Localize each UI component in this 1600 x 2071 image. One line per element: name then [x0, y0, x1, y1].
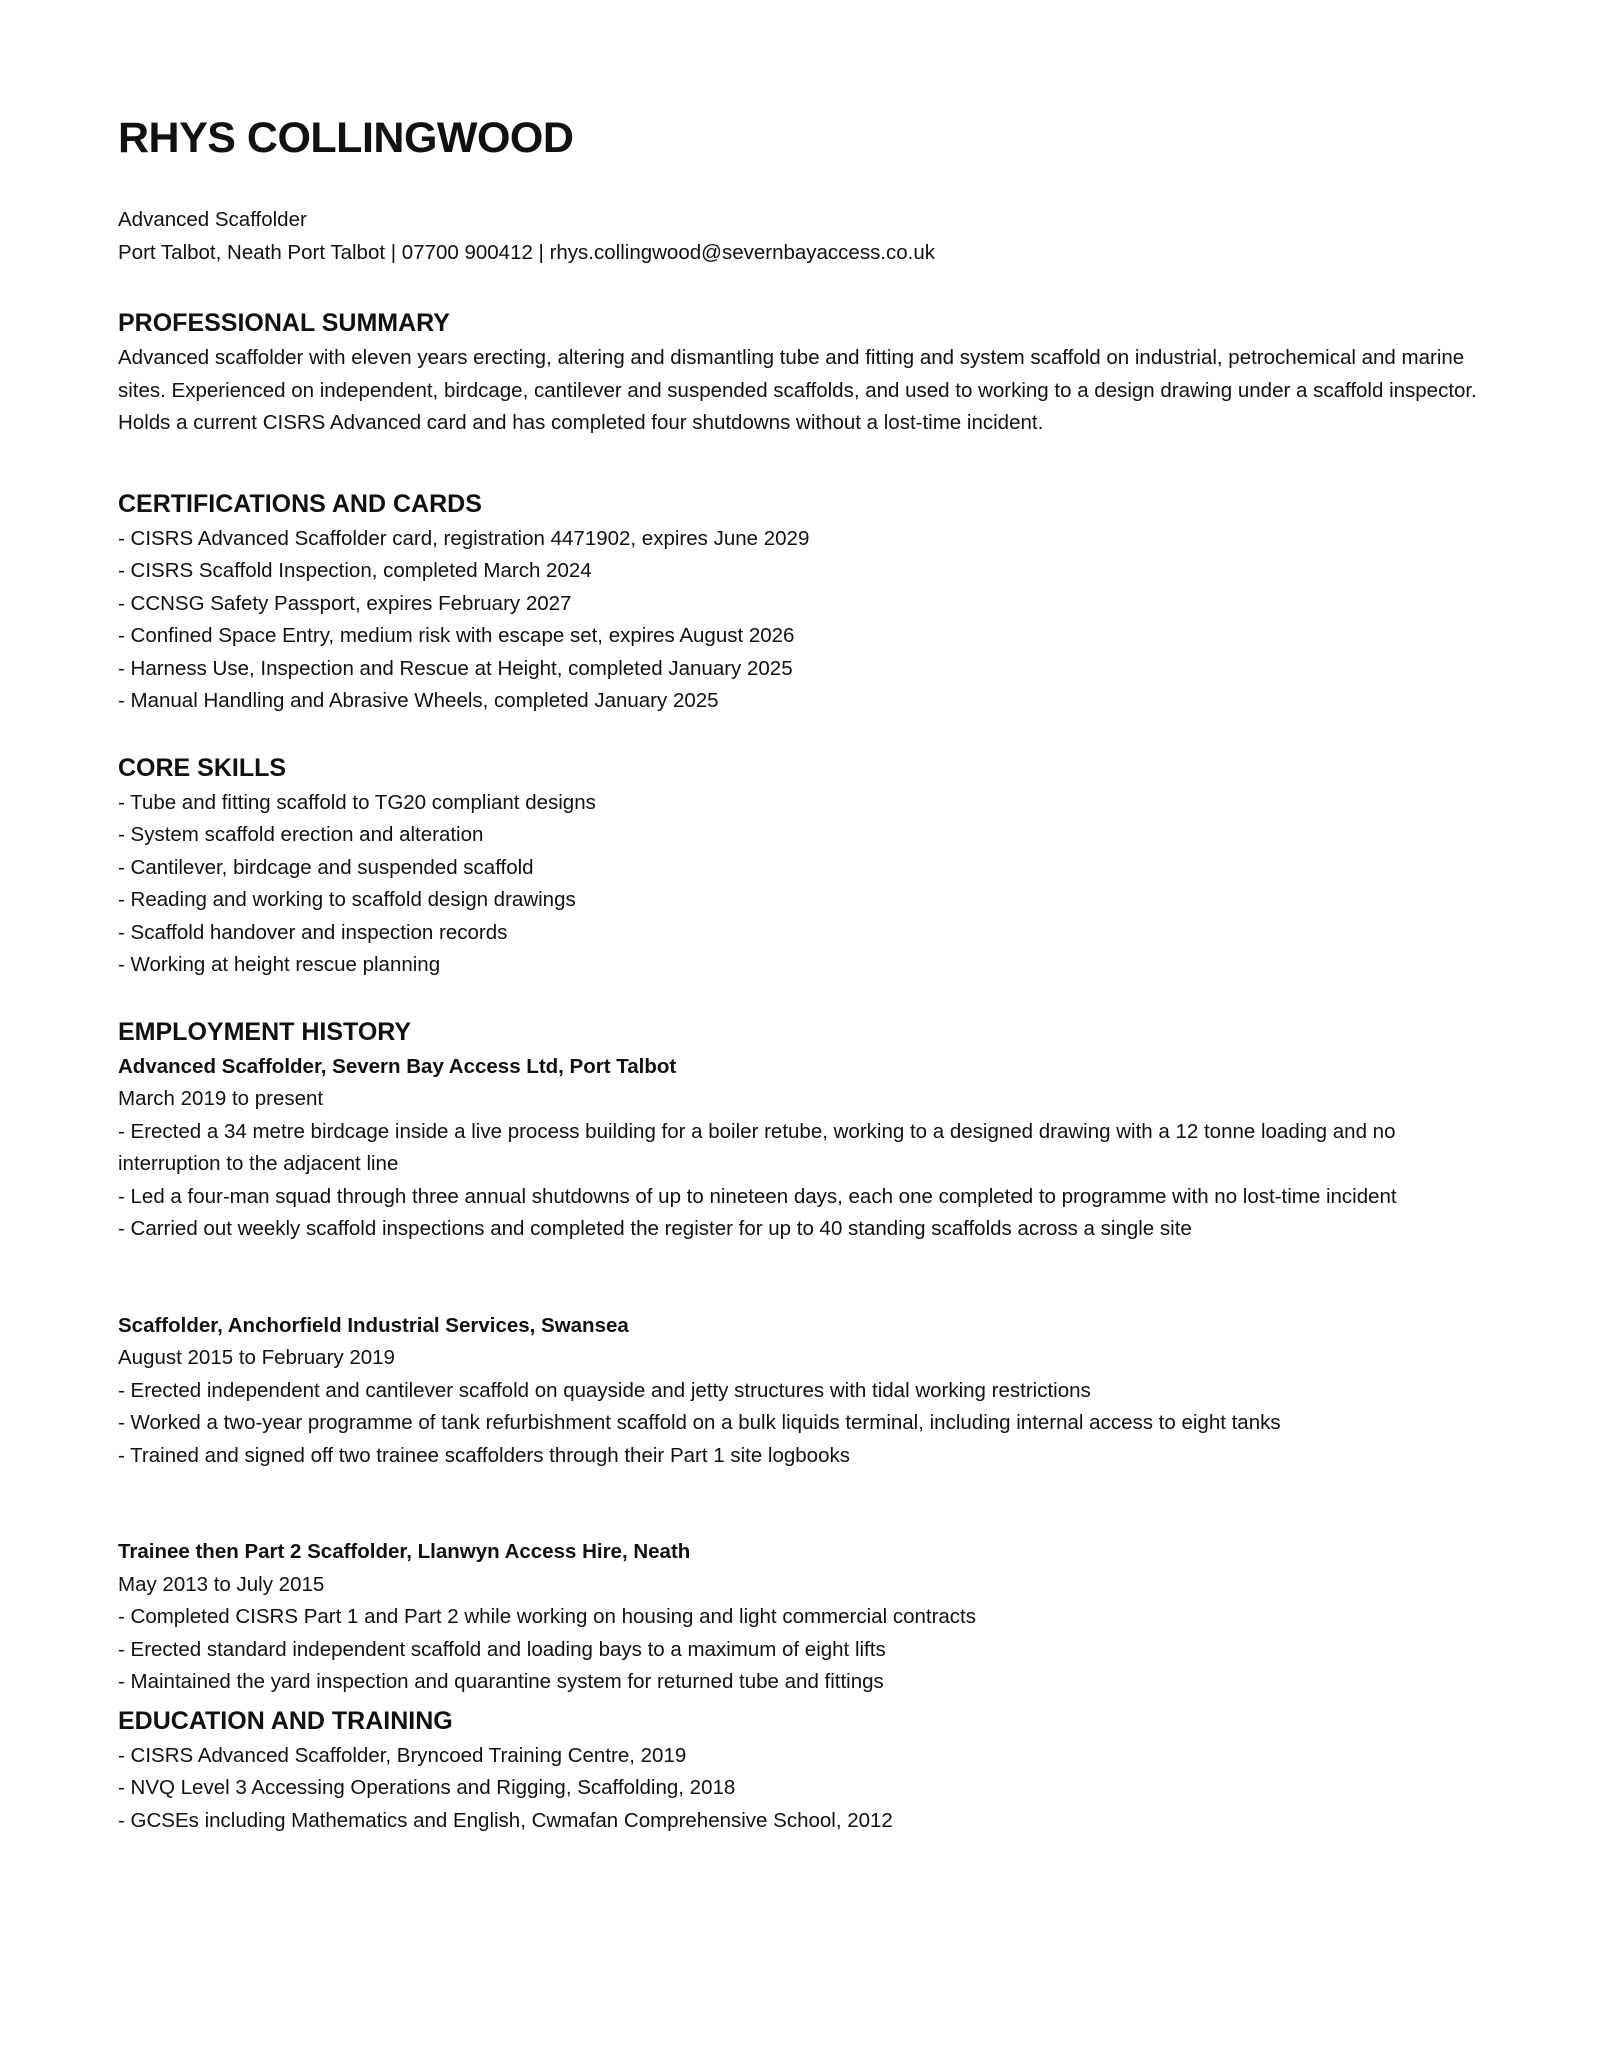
- job-title: Advanced Scaffolder, Severn Bay Access Ltd, Port Talbot: [118, 1054, 677, 1078]
- summary-section: [118, 307, 1488, 440]
- certifications-section: [118, 488, 1488, 718]
- employment-section: [118, 1016, 1488, 1699]
- resume-page: [118, 112, 1488, 1837]
- list-item: - Completed CISRS Part 1 and Part 2 while working on housing and light commercial contracts: [118, 1605, 976, 1628]
- list-item: - Erected independent and cantilever scaffold on quayside and jetty structures with tidal working restrictions: [118, 1378, 1091, 1402]
- job-dates: May 2013 to July 2015: [118, 1572, 325, 1596]
- job-entry: [118, 1536, 1488, 1699]
- candidate-name: RHYS COLLINGWOOD: [118, 114, 574, 162]
- education-section: [118, 1705, 1488, 1838]
- list-item: - Reading and working to scaffold design drawings: [118, 888, 576, 911]
- list-item: - Erected a 34 metre birdcage inside a live process building for a boiler retube, working to a designed drawing with a 12 tonne loading and no interruption to the adjacent line: [118, 1119, 1396, 1175]
- list-item: - Cantilever, birdcage and suspended scaffold: [118, 855, 534, 879]
- list-item: - Scaffold handover and inspection records: [118, 920, 508, 944]
- job-dates: March 2019 to present: [118, 1087, 324, 1110]
- job-bullets: [118, 1116, 1488, 1246]
- summary-heading: PROFESSIONAL SUMMARY: [118, 309, 450, 337]
- list-item: - Carried out weekly scaffold inspections and completed the register for up to 40 standing scaffolds across a single site: [118, 1217, 1192, 1240]
- list-item: - Led a four-man squad through three annual shutdowns of up to nineteen days, each one completed to programme with no lost-time incident: [118, 1184, 1397, 1208]
- list-item: - Maintained the yard inspection and quarantine system for returned tube and fittings: [118, 1670, 884, 1693]
- contact-details: Port Talbot, Neath Port Talbot | 07700 900412 | rhys.collingwood@severnbayaccess.co.uk: [118, 240, 936, 264]
- list-item: - Tube and fitting scaffold to TG20 compliant designs: [118, 790, 596, 814]
- list-item: - Manual Handling and Abrasive Wheels, completed January 2025: [118, 689, 719, 712]
- list-item: - NVQ Level 3 Accessing Operations and Rigging, Scaffolding, 2018: [118, 1776, 736, 1799]
- list-item: - GCSEs including Mathematics and English, Cwmafan Comprehensive School, 2012: [118, 1808, 893, 1832]
- job-dates: August 2015 to February 2019: [118, 1346, 395, 1369]
- candidate-role: Advanced Scaffolder: [118, 208, 307, 231]
- list-item: - CCNSG Safety Passport, expires February 2027: [118, 591, 572, 615]
- education-heading: EDUCATION AND TRAINING: [118, 1706, 453, 1735]
- skills-list: [118, 787, 1488, 982]
- list-item: - Trained and signed off two trainee scaffolders through their Part 1 site logbooks: [118, 1443, 850, 1467]
- list-item: - CISRS Scaffold Inspection, completed March 2024: [118, 559, 592, 582]
- list-item: - Erected standard independent scaffold and loading bays to a maximum of eight lifts: [118, 1637, 886, 1661]
- list-item: - CISRS Advanced Scaffolder card, registration 4471902, expires June 2029: [118, 526, 810, 550]
- summary-text: Advanced scaffolder with eleven years erecting, altering and dismantling tube and fitting and system scaffold on industrial, petrochemical and marine sites. Experienced on independent, birdcage, cantilever and suspended scaffolds, and used to working to a design drawing under a scaffold inspector. Holds a current CISRS Advanced card and has completed four shutdowns without a lost-time incident.: [118, 346, 1477, 434]
- job-title: Trainee then Part 2 Scaffolder, Llanwyn Access Hire, Neath: [118, 1540, 691, 1563]
- job-title: Scaffolder, Anchorfield Industrial Services, Swansea: [118, 1313, 629, 1337]
- certifications-heading: CERTIFICATIONS AND CARDS: [118, 489, 482, 518]
- list-item: - Worked a two-year programme of tank refurbishment scaffold on a bulk liquids terminal, including internal access to eight tanks: [118, 1411, 1281, 1434]
- job-bullets: [118, 1375, 1488, 1473]
- list-item: - Harness Use, Inspection and Rescue at Height, completed January 2025: [118, 656, 793, 680]
- list-item: - System scaffold erection and alteration: [118, 823, 484, 846]
- certifications-list: [118, 523, 1488, 718]
- skills-heading: CORE SKILLS: [118, 753, 287, 782]
- list-item: - CISRS Advanced Scaffolder, Bryncoed Training Centre, 2019: [118, 1743, 687, 1767]
- employment-heading: EMPLOYMENT HISTORY: [118, 1017, 412, 1046]
- list-item: - Confined Space Entry, medium risk with escape set, expires August 2026: [118, 624, 795, 647]
- job-entry: [118, 1310, 1488, 1473]
- job-bullets: [118, 1601, 1488, 1699]
- job-entry: [118, 1051, 1488, 1246]
- skills-section: [118, 752, 1488, 982]
- education-list: [118, 1740, 1488, 1838]
- list-item: - Working at height rescue planning: [118, 953, 441, 976]
